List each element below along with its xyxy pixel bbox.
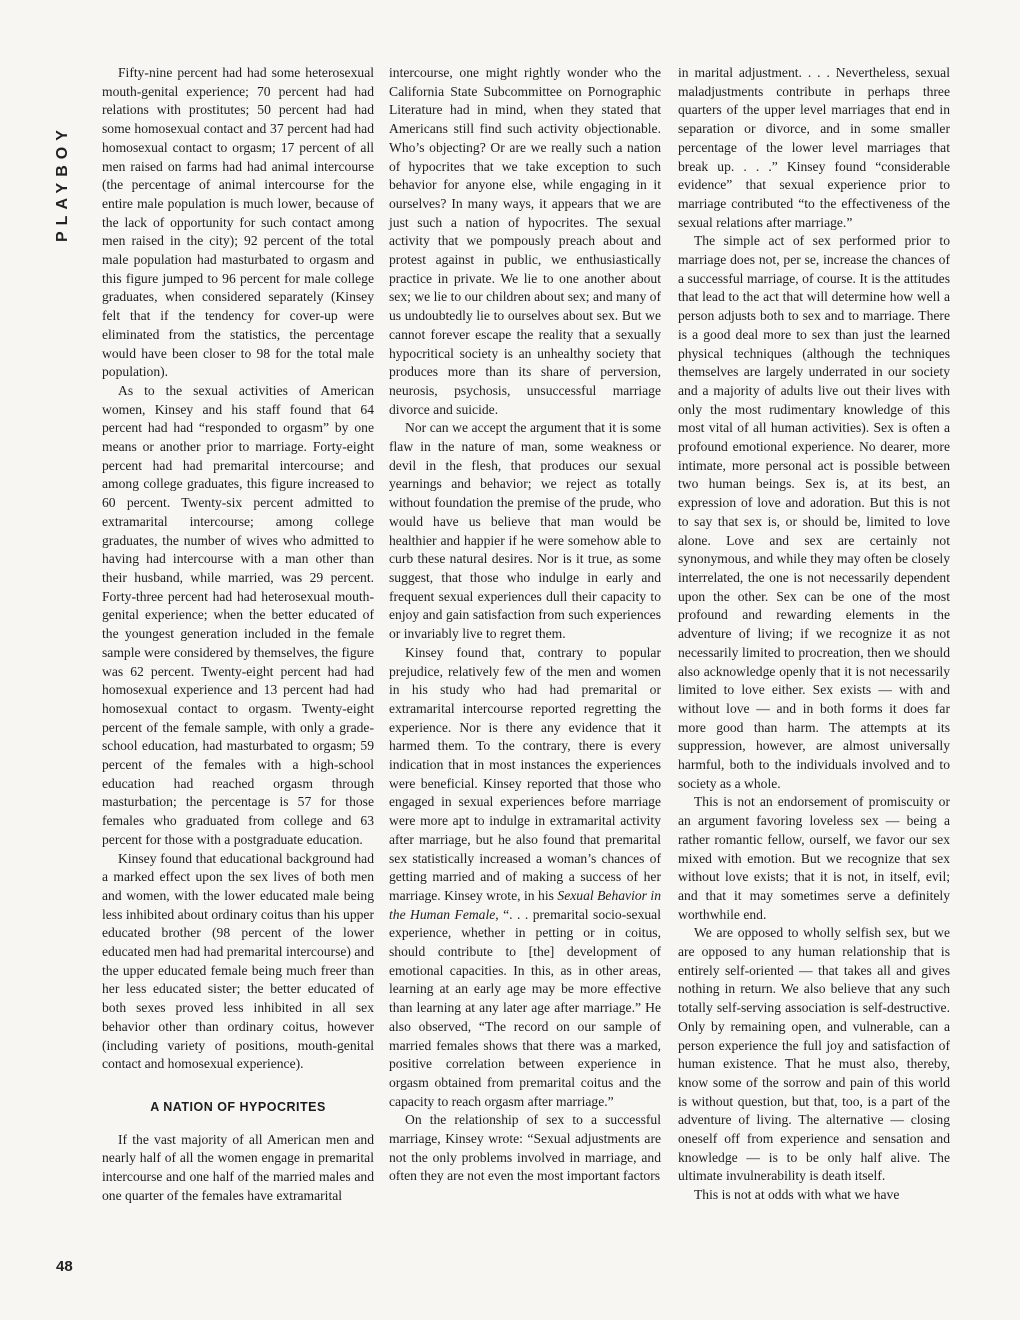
paragraph: We are opposed to wholly selfish sex, but we are opposed to any human relationship that is entirely self-oriented — that takes all and gives nothing in return. We also believe that any such totally self-serving association is self-destructive. Only by remaining open, and vulnerable, can a person experience the full joy and satisfaction of human existence. That he must also, thereby, know some of the sorrow and pain of this world is without question, but that, too, is a part of the adventure of living. The alternative — closing oneself off from experience and sensation and knowledge — is to be only half alive. The ultimate invulnerability is death itself. [678,925,950,1184]
paragraph: On the relationship of sex to a successful marriage, Kinsey wrote: “Sexual adjustments are not the only problems involved in marriage, and often they are not even the most important factors [389,1112,661,1184]
magazine-name: PLAYBOY [54,124,71,242]
paragraph: Fifty-nine percent had had some heterosexual mouth-genital experience; 70 percent had had relations with prostitutes; 50 percent had had some homosexual contact and 37 percent had had homosexual contact to orgasm; 17 percent of all men raised on farms had had animal intercourse (the percentage of animal intercourse for the entire male population is much lower, because of the lack of opportunity for such contact among men raised in the city); 92 percent of the total male population had masturbated to orgasm and this figure jumped to 96 percent for male college graduates, when considered separately (Kinsey felt that if the tendency for cover-up were eliminated from the statistics, the percentage would have been closer to 98 for the total male population). [102,65,374,380]
page-number: 48 [56,1258,73,1275]
book-title: Sexual Behavior in the Human Female [389,887,662,922]
paragraph: This is not at odds with what we have [694,1187,900,1203]
paragraph: This is not an endorsement of promiscuity or an argument favoring loveless sex — being a rather romantic fellow, ourself, we favor our sex mixed with emotion. But we recognize that sex without love exists; that it is not, in itself, evil; and that it may sometimes serve a definitely worthwhile end. [678,794,950,922]
column-1 [102,64,374,1205]
column-3 [678,64,950,1205]
paragraph-text: Kinsey found that, contrary to popular prejudice, relatively few of the men and women in his study who had had premarital or extramarital intercourse reported regretting the experience. Nor is there any evidence that it harmed them. To the contrary, there is every indication that in most instances the experiences were beneficial. Kinsey reported that those who engaged in sexual experiences before marriage were more apt to indulge in extramarital activity after marriage, but he also found that premarital sex statistically increased a woman’s chances of getting married and of making a success of her marriage. Kinsey wrote, in his [389,644,661,903]
paragraph: As to the sexual activities of American women, Kinsey and his staff found that 64 percent had had “responded to orgasm” by one means or another prior to marriage. Forty-eight percent had had premarital intercourse; and among college graduates, this figure increased to 60 percent. Twenty-six percent admitted to extramarital intercourse; among college graduates, the number of wives who admitted to having had intercourse with a man other than their husband, while married, was 29 percent. Forty-three percent had had heterosexual mouth-genital experience; when the better educated of the youngest generation included in the female sample were considered by themselves, the figure was 62 percent. Twenty-eight percent had had homosexual experience and 13 percent had had homosexual contact to orgasm. Twenty-eight percent of the female sample, with only a grade-school education, had masturbated to orgasm; 59 percent of the females with a high-school education had reached orgasm through masturbation; the percentage is 57 for those females who graduated from college and 63 percent for those with a postgraduate education. [102,382,374,847]
paragraph: The simple act of sex performed prior to marriage does not, per se, increase the chances of a successful marriage, of course. It is the attitudes that lead to the act that will determine how well a person adjusts both to sex and to marriage. There is a good deal more to sex than just the learned physical techniques (although the techniques themselves are largely underrated in our society and a majority of adults live out their lives with only the most rudimentary knowledge of this most vital of all human activities). Sex is often a profound emotional experience. No dearer, more intimate, more personal act is possible between two human beings. Sex is, at its best, an expression of love and adoration. But this is not to say that sex is, or should be, limited to love alone. Love and sex are certainly not synonymous, and while they may often be closely interrelated, the one is not necessarily dependent upon the other. Sex can be one of the most profound and rewarding elements in the adventure of living; if we recognize it as not necessarily limited to procreation, then we should also acknowledge openly that it is not necessarily limited to love either. Sex exists — with and without love — and in both forms it does far more good than harm. The attempts at its suppression, however, are almost universally harmful, both to the individuals involved and to society as a whole. [678,233,950,791]
column-2 [389,64,661,1186]
paragraph: Kinsey found that educational background had a marked effect upon the sex lives of both men and women, with the lower educated male being less inhibited about ordinary coitus than his upper educated brother (98 percent of the lower educated men had had premarital intercourse) and the upper educated female being much freer than her less educated sister; the better educated of both sexes proved less inhibited in all sex behavior other than ordinary coitus, however (including variety of positions, mouth-genital contact and homosexual experience). [102,850,374,1072]
paragraph: If the vast majority of all American men and nearly half of all the women engage in premarital intercourse and one half of the married males and one quarter of the females have extramarital [102,1131,374,1203]
paragraph [389,644,661,1112]
paragraph: in marital adjustment. . . . Nevertheless, sexual maladjustments contribute in perhaps three quarters of the upper level marriages that end in separation or divorce, and in some smaller percentage of the lower level marriages that break up. . . .” Kinsey found “considerable evidence” that sexual experience prior to marriage contributed “to the effectiveness of the sexual relations after marriage.” [678,65,950,230]
section-heading: A NATION OF HYPOCRITES [150,1099,326,1114]
paragraph-text: , “. . . premarital socio-sexual experience, whether in petting or in coitus, should contribute to [the] development of emotional capacities. In this, as in other areas, learning at an early age may be more effective than learning at any later age after marriage.” He also observed, “The record on our sample of married females shows that there was a marked, positive correlation between experience in orgasm obtained from premarital coitus and the capacity to reach orgasm after marriage.” [389,906,661,1109]
paragraph: intercourse, one might rightly wonder who the California State Subcommittee on Pornographic Literature had in mind, when they stated that Americans still find such activity objectionable. Who’s objecting? Or are we really such a nation of hypocrites that we take exception to such behavior for anyone else, while engaging in it ourselves? In many ways, it appears that we are just such a nation of hypocrites. The sexual activity that we pompously preach about and protest against in public, we enthusiastically practice in private. We lie to one another about sex; we lie to our children about sex; and many of us undoubtedly lie to ourselves about sex. But we cannot forever escape the reality that a sexually hypocritical society is an unhealthy society that produces more than its share of perversion, neurosis, psychosis, unsuccessful marriage divorce and suicide. [389,65,661,417]
paragraph: Nor can we accept the argument that it is some flaw in the nature of man, some weakness or devil in the flesh, that produces our sexual yearnings and behavior; we reject as totally without foundation the premise of the prude, who would have us believe that man would be healthier and happier if he were somehow able to curb these natural desires. Nor is it true, as some suggest, that those who indulge in early and frequent sexual experiences dull their capacity to enjoy and gain satisfaction from such experiences or invariably live to regret them. [389,420,661,642]
